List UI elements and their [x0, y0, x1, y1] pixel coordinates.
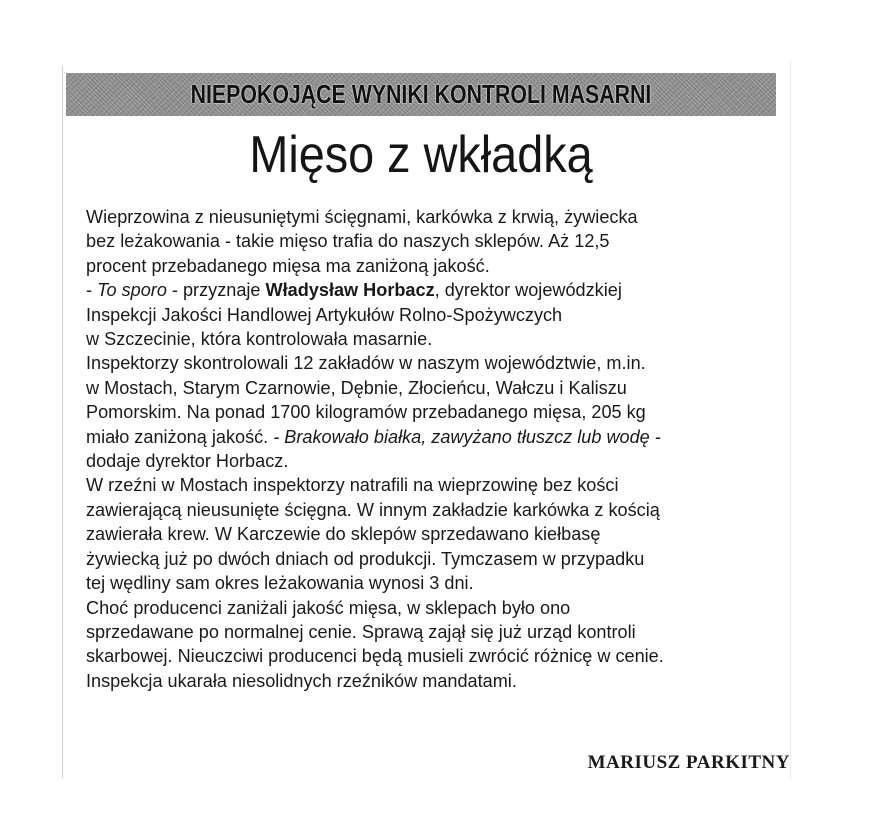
quoted-person-role: , dyrektor wojewódzkiej — [434, 279, 622, 301]
kicker-banner — [66, 73, 776, 116]
body-line: Inspekcja ukarała niesolidnych rzeźników mandatami. — [86, 669, 517, 691]
body-text-segment: miało zaniżoną jakość. — [86, 425, 274, 447]
body-line: Wieprzowina z nieusuniętymi ścięgnami, karkówka z krwią, żywiecka — [86, 206, 638, 227]
scan-edge-left — [62, 66, 63, 778]
article-body — [86, 205, 806, 693]
body-line: dodaje dyrektor Horbacz. — [86, 450, 289, 472]
body-line: bez leżakowania - takie mięso trafia do naszych sklepów. Aż 12,5 — [86, 230, 610, 252]
body-line: skarbowej. Nieuczciwi producenci będą musieli zwrócić różnicę w cenie. — [86, 645, 664, 667]
quote-dash: - — [86, 279, 98, 301]
quote-attribution: - przyznaje — [166, 279, 266, 301]
body-line: zawierała krew. W Karczewie do sklepów sprzedawano kiełbasę — [86, 523, 601, 545]
author-byline: MARIUSZ PARKITNY — [587, 752, 790, 773]
quote-text: - Brakowało białka, zawyżano tłuszcz lub wodę - — [273, 425, 661, 447]
body-line: w Szczecinie, która kontrolowała masarnie. — [86, 328, 433, 350]
body-line: procent przebadanego mięsa ma zaniżoną jakość. — [86, 254, 490, 276]
quote-text: To sporo — [97, 279, 167, 301]
body-line: żywiecką już po dwóch dniach od produkcji. Tymczasem w przypadku — [86, 547, 645, 569]
body-line-quote — [86, 278, 791, 302]
body-line: zawierającą nieusunięte ścięgna. W innym zakładzie karkówka z kością — [86, 498, 660, 520]
body-line: Choć producenci zaniżali jakość mięsa, w sklepach było ono — [86, 596, 571, 618]
quoted-person-name: Władysław Horbacz — [265, 279, 435, 301]
body-line: Inspektorzy skontrolowali 12 zakładów w naszym województwie, m.in. — [86, 352, 646, 374]
body-line: tej wędliny sam okres leżakowania wynosi 3 dni. — [86, 572, 474, 594]
kicker-text: NIEPOKOJĄCE WYNIKI KONTROLI MASARNI — [190, 79, 652, 109]
body-line-quote — [86, 425, 791, 449]
body-line: Pomorskim. Na ponad 1700 kilogramów przebadanego mięsa, 205 kg — [86, 401, 646, 423]
body-line: W rzeźni w Mostach inspektorzy natrafili na wieprzowinę bez kości — [86, 474, 619, 496]
body-line: w Mostach, Starym Czarnowie, Dębnie, Złocieńcu, Wałczu i Kaliszu — [86, 376, 627, 398]
body-line: Inspekcji Jakości Handlowej Artykułów Rolno-Spożywczych — [86, 303, 563, 325]
headline: Mięso z wkładką — [249, 126, 593, 184]
body-line: sprzedawane po normalnej cenie. Sprawą zajął się już urząd kontroli — [86, 620, 636, 642]
